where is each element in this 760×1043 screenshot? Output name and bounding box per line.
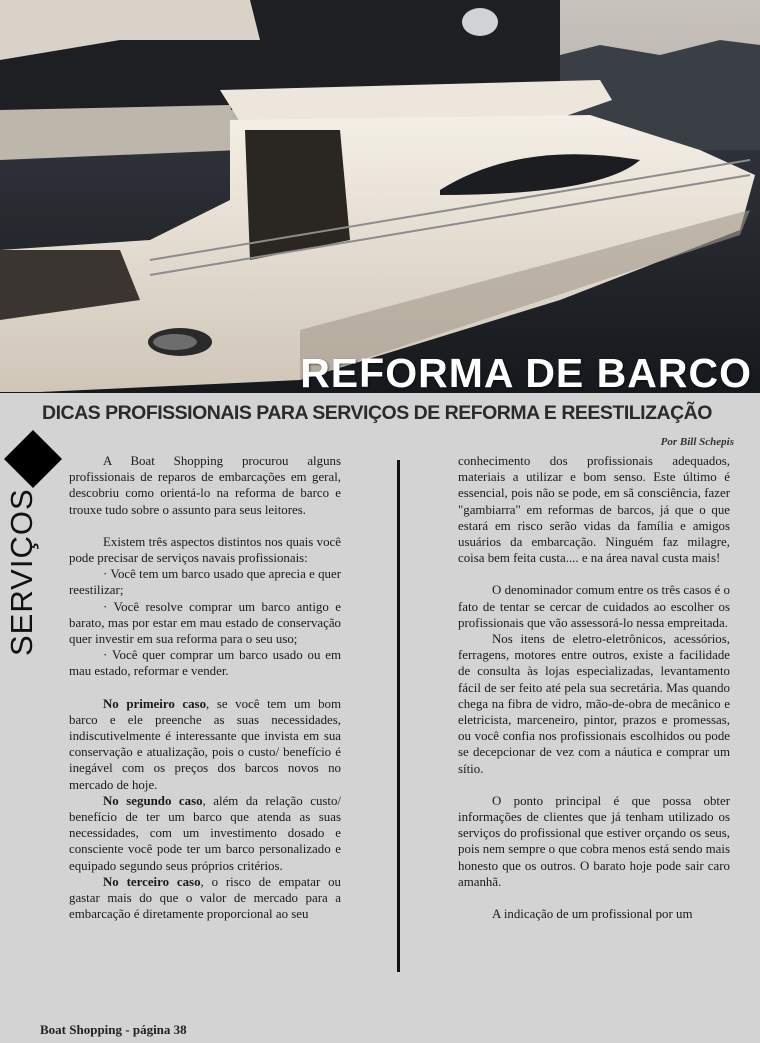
paragraph <box>69 793 341 874</box>
paragraph <box>69 696 341 793</box>
paragraph: O ponto principal é que possa obter informações de clientes que já tenham utilizado os serviços do profissional que estiver orçando os seus, pois nem sempre o que cobra menos está sendo mais honesto que os outros. O barato hoje pode sair caro amanhã. <box>458 793 730 889</box>
article-title: REFORMA DE BARCO <box>300 350 752 393</box>
paragraph: A Boat Shopping procurou alguns profissionais de reparos de embarcações em geral, descobriu como orientá-lo na reforma de barco e trouxe tudo sobre o assunto para seus leitores. <box>69 454 341 517</box>
paragraph-text: , além da relação custo/ benefício de ter um barco que atenda as suas necessidades, com um investimento dosado e consciente você pode ter um barco personalizado e equipado segundo seus próprios critérios. <box>69 793 342 873</box>
case-heading: No terceiro caso <box>103 874 201 889</box>
yacht-illustration <box>0 0 760 393</box>
article-subtitle: DICAS PROFISSIONAIS PARA SERVIÇOS DE REFORMA E REESTILIZAÇÃO <box>42 402 712 424</box>
author-byline: Por Bill Schepis <box>660 436 734 448</box>
paragraph: conhecimento dos profissionais adequados, materiais a utilizar e bom senso. Este último é essencial, pois não se pode, em sã consciência, fazer "gambiarra" em reformas de barcos, já que o que estará em risco serão vidas da família e amigos usuários da embarcação. Ninguém faz milagre, coisa bem feita custa.... e na área naval custa mais! <box>458 454 730 566</box>
bullet-item: · Você resolve comprar um barco antigo e barato, mas por estar em mau estado de conservação quer investir em sua reforma para o seu uso; <box>69 599 341 647</box>
paragraph: Nos itens de eletro-eletrônicos, acessórios, ferragens, motores entre outros, existe a facilidade de consulta às lojas especializadas, levantamento fácil de ser feito até pela sua secretária. Mas quando chega na fibra de vidro, mão-de-obra de mecânico e eletricista, marceneiro, pintor, prazos e promessas, ou você confia nos profissionais escolhidos ou pode se decepcionar de vez com a náutica e comprar um sítio. <box>458 632 730 776</box>
bullet-item: · Você tem um barco usado que aprecia e quer reestilizar; <box>69 567 341 598</box>
text-column-right <box>458 453 730 922</box>
paragraph: Existem três aspectos distintos nos quais você pode precisar de serviços navais profissionais: <box>69 534 341 566</box>
paragraph-text: , se você tem um bom barco e ele preenche as suas necessidades, indiscutivelmente é interessante que invista em sua conservação e atualização, pois o custo/ benefício é inegável com os preços dos barcos novos no mercado de hoje. <box>69 696 341 792</box>
column-divider <box>397 460 400 972</box>
paragraph <box>69 874 341 923</box>
page-footer: Boat Shopping - página 38 <box>40 1022 187 1037</box>
bullet-item: · Você quer comprar um barco usado ou em mau estado, reformar e vender. <box>69 648 341 679</box>
text-column-left <box>69 453 341 922</box>
paragraph-text: , o risco de empatar ou gastar mais do que o valor de mercado para a embarcação é diretamente proporcional ao seu <box>69 874 341 922</box>
paragraph: O denominador comum entre os três casos é o fato de tentar se cercar de cuidados ao escolher os profissionais que vão assessorá-lo nessa empreitada. <box>458 583 730 630</box>
section-diamond-icon <box>4 430 62 488</box>
section-label: SERVIÇOS <box>4 488 39 656</box>
hero-yacht-photo <box>0 0 760 393</box>
case-heading: No segundo caso <box>103 793 203 808</box>
case-heading: No primeiro caso <box>103 696 207 711</box>
paragraph: A indicação de um profissional por um <box>492 907 693 922</box>
